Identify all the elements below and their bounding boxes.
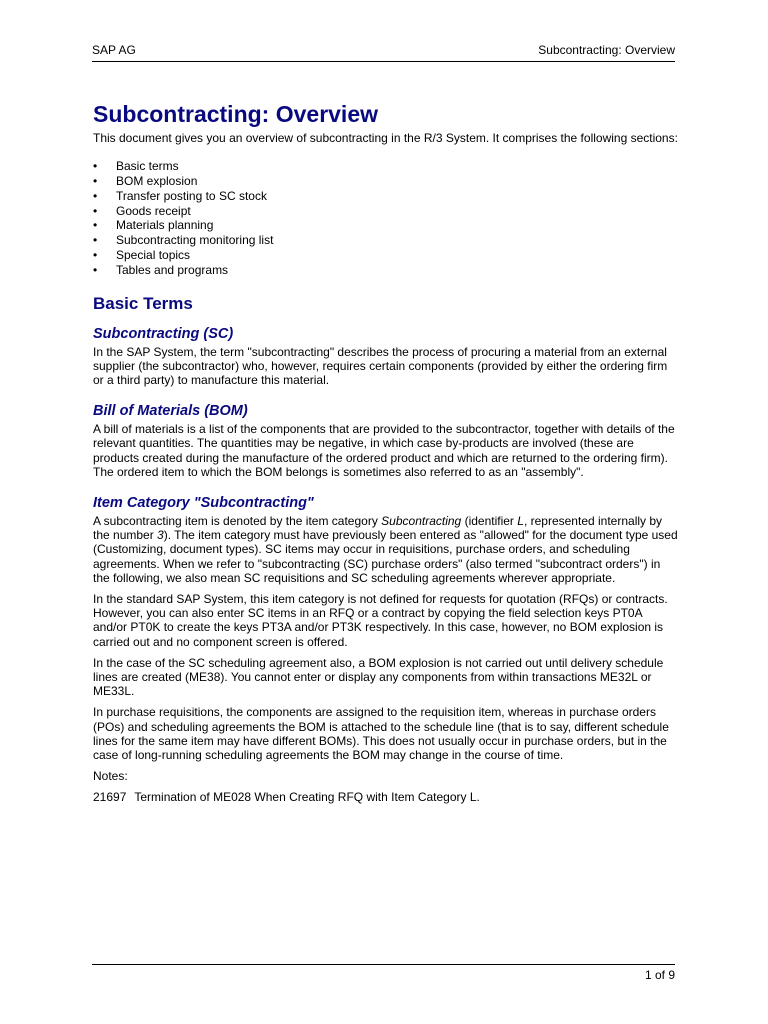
item-category-paragraph-4: In purchase requisitions, the components are assigned to the requisition item, whereas in purchase orders (POs) and scheduling agreements the BOM is attached to the schedule line (that is to say, different schedule lines for the same item may have different BOMs). This does not usually occur in purchase orders, but in the case of long-running scheduling agreements the BOM may change in the course of time. bbox=[93, 705, 669, 763]
subcontracting-paragraph: In the SAP System, the term "subcontracting" describes the process of procuring a material from an external supplier (the subcontractor) who, however, requires certain components (provided by either the ordering firm or a third party) to manufacture this material. bbox=[93, 344, 668, 387]
note-text: Termination of ME028 When Creating RFQ with Item Category L. bbox=[134, 790, 480, 805]
note-number: 21697 bbox=[93, 790, 127, 805]
item-category-paragraph-3: In the case of the SC scheduling agreement also, a BOM explosion is not carried out until delivery schedule lines are created (ME38). You cannot enter or display any components from within transactions ME32L or ME33L. bbox=[93, 655, 664, 699]
note-item bbox=[93, 790, 679, 804]
section-list-item: • Tables and programs bbox=[93, 262, 229, 277]
header-company: SAP AG bbox=[92, 43, 136, 57]
item-category-paragraph-1: A subcontracting item is denoted by the item category Subcontracting (identifier L, represented internally by the number 3). The item category must have previously been entered as "allowed" for the document type used (Customizing, document types). SC items may occur in requisitions, purchase orders, and scheduling agreements. When we refer to "subcontracting (SC) purchase orders" (also termed "subcontract orders") in the following, we also mean SC requisitions and SC scheduling agreements wherever appropriate. bbox=[93, 514, 678, 585]
bullet-icon: • bbox=[93, 218, 98, 233]
bullet-icon: • bbox=[93, 174, 98, 188]
bom-heading: Bill of Materials (BOM) bbox=[93, 403, 248, 420]
section-list-item: • Materials planning bbox=[93, 218, 214, 233]
bullet-icon: • bbox=[93, 203, 98, 218]
section-list-item: • Subcontracting monitoring list bbox=[93, 233, 274, 248]
bullet-icon: • bbox=[93, 233, 98, 248]
intro-paragraph: This document gives you an overview of subcontracting in the R/3 System. It comprises the following sections: bbox=[93, 131, 678, 145]
bullet-icon: • bbox=[93, 159, 98, 174]
section-list-item: • Goods receipt bbox=[93, 203, 191, 218]
section-list-item: • BOM explosion bbox=[93, 174, 198, 188]
item-category-paragraph-2: In the standard SAP System, this item category is not defined for requests for quotation (RFQs) or contracts. However, you can also enter SC items in an RFQ or a contract by copying the field selection keys PT0A and/or PT0K to create the keys PT3A and/or PT3K respectively. In this case, however, no BOM explosion is carried out and no component screen is offered. bbox=[93, 592, 668, 649]
header-divider bbox=[92, 61, 675, 62]
bom-paragraph: A bill of materials is a list of the components that are provided to the subcontractor, together with details of the relevant quantities. The quantities may be negative, in which case by-products are involved (these are products created during the manufacture of the ordered product and which are returned to the ordering firm). The ordered item to which the BOM belongs is sometimes also referred to as an "assembly". bbox=[93, 422, 675, 479]
header-doc-title: Subcontracting: Overview bbox=[538, 43, 675, 57]
bullet-icon: • bbox=[93, 188, 98, 203]
section-list bbox=[93, 159, 679, 277]
item-category-heading: Item Category "Subcontracting" bbox=[93, 495, 314, 511]
footer-divider bbox=[92, 964, 675, 965]
page-number: 1 of 9 bbox=[644, 968, 675, 982]
bullet-icon: • bbox=[93, 262, 98, 277]
notes-label: Notes: bbox=[93, 769, 128, 784]
section-list-item: • Special topics bbox=[93, 247, 191, 262]
basic-terms-heading: Basic Terms bbox=[93, 293, 193, 313]
page-title: Subcontracting: Overview bbox=[93, 101, 379, 127]
subcontracting-heading: Subcontracting (SC) bbox=[93, 325, 234, 342]
bullet-icon: • bbox=[93, 247, 98, 262]
document-body bbox=[93, 100, 679, 805]
section-list-item: • Transfer posting to SC stock bbox=[93, 188, 267, 203]
section-list-item: • Basic terms bbox=[93, 159, 179, 174]
